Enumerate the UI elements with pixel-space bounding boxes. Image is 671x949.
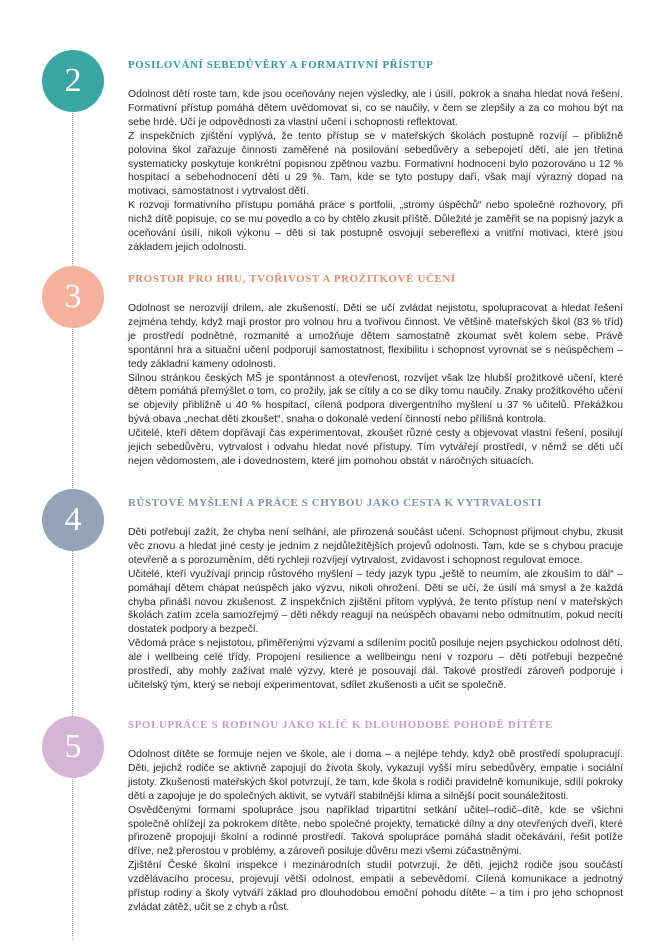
section-heading: SPOLUPRÁCE S RODINOU JAKO KLÍČ K DLOUHODOBÉ POHODĚ DÍTĚTE [128, 719, 554, 731]
section-self-confidence [128, 58, 623, 255]
section-number-badge: 2 [42, 50, 104, 112]
paragraph: Vědomá práce s nejistotou, přiměřenými výzvami a sdílením pocitů posiluje nejen psychickou odolnost dětí, ale i wellbeing celé třídy. Propojení resilience a wellbeingu není v rozporu – děti potřebují bezpečné prostředí, aby mohly zažívat malé výzvy, které je posouvají dál. Takové prostředí zároveň podporuje i učitelský tým, který se nebojí experimentovat, sdílet zkušenosti a učit se společně. [128, 638, 623, 691]
section-body [128, 748, 623, 915]
section-family-cooperation [128, 718, 623, 915]
section-body [128, 88, 623, 255]
paragraph: K rozvoji formativního přístupu pomáhá práce s portfolii, „stromy úspěchů“ nebo společné rozhovory, při nichž dítě popisuje, co se mu povedlo a co by chtělo zkusit příště. Důležité je zaměřit se na popisný jazyk a oceňování úsilí, nikoli výkonu – děti si tak postupně osvojují sebereflexi a vnitřní motivaci, které jsou základem jejich odolnosti. [128, 200, 623, 253]
paragraph: Odolnost dítěte se formuje nejen ve škole, ale i doma – a nejlépe tehdy, když obě prostředí spolupracují. Děti, jejichž rodiče se aktivně zapojují do života školy, vykazují vyšší míru sebedůvěry, empatie i sociální jistoty. Zkušenosti mateřských škol potvrzují, že tam, kde škola s rodiči pravidelně komunikuje, sdílí pokroky dětí a zapojuje je do společných aktivit, se vytváří stabilnější klima a silnější pocit sounáležitosti. [128, 749, 623, 802]
paragraph: Učitelé, kteří využívají princip růstového myšlení – tedy jazyk typu „ještě to neumím, ale zkouším to dál“ – pomáhají dětem chápat neúspěch jako výzvu, nikoli ohrožení. Děti se učí, že úsilí má smysl a že každá chyba přináší novou zkušenost. Z inspekčních zjištění přitom vyplývá, že tento přístup není v mateřských školách zatím zcela samozřejmý – děti někdy reagují na neúspěch obavami nebo odmítnutím, pokud necítí dostatek podpory a bezpečí. [128, 568, 623, 636]
paragraph: Učitelé, kteří dětem dopřávají čas experimentovat, zkoušet různé cesty a objevovat vlastní řešení, posilují jejich sebedůvěru, vytrvalost i odvahu hledat nové přístupy. Tím vytvářejí prostředí, v němž se děti učí nejen vědomostem, ale i dovednostem, které jim pomohou obstát v náročných situacích. [128, 428, 623, 467]
section-heading: POSILOVÁNÍ SEBEDŮVĚRY A FORMATIVNÍ PŘÍSTUP [128, 59, 434, 71]
section-number-badge: 4 [42, 489, 104, 551]
paragraph: Silnou stránkou českých MŠ je spontánnost a otevřenost, rozvíjet však lze hlubší prožitkové učení, které dětem pomáhá přemýšlet o tom, co prožily, jak se cítily a co se díky tomu naučily. Znaky prožitkového učení se objevily přibližně u 40 % hospitací, cílená podpora divergentního myšlení u 37 % učitelů. Překážkou bývá obava „nechat děti zkoušet“, snaha o dokonalé vedení činností nebo přílišná kontrola. [128, 372, 623, 426]
paragraph: Z inspekčních zjištění vyplývá, že tento přístup se v mateřských školách postupně rozvíjí – přibližně polovina škol zařazuje činnosti zaměřené na posilování sebedůvěry a sebepojetí dětí, ale jen třetina systematicky poskytuje konkrétní popisnou zpětnou vazbu. Formativní hodnocení bylo pozorováno u 12 % hospitací a sebehodnocení dětí u 29 %. Tam, kde se tyto postupy daří, však mají výrazný dopad na motivaci, samostatnost i vytrvalost dětí. [128, 130, 623, 198]
section-number-badge: 5 [42, 716, 104, 778]
paragraph: Odolnost dětí roste tam, kde jsou oceňovány nejen výsledky, ale i úsilí, pokrok a snaha hledat nová řešení. Formativní přístup pomáhá dětem uvědomovat si, co se naučily, v čem se zlepšily a za co mohou být na sebe hrdé. Učí je odpovědnosti za vlastní učení i schopnosti reflektovat. [128, 89, 623, 128]
section-body [128, 526, 623, 693]
section-play-creativity [128, 272, 623, 469]
section-number-badge: 3 [42, 266, 104, 328]
section-heading: PROSTOR PRO HRU, TVOŘIVOST A PROŽITKOVÉ UČENÍ [128, 273, 456, 285]
paragraph: Osvědčenými formami spolupráce jsou například tripartitní setkání učitel–rodič–dítě, kde se všichni společně ohlížejí za pokrokem dítěte, nebo společné projekty, tematické dílny a dny otevřených dveří, které přirozeně propojují školní a rodinné prostředí. Taková spolupráce pomáhá sladit očekávání, řešit potíže dříve, než přerostou v problémy, a zároveň posiluje důvěru mezi všemi zúčastněnými. [128, 804, 623, 858]
section-heading: RŮSTOVÉ MYŠLENÍ A PRÁCE S CHYBOU JAKO CESTA K VYTRVALOSTI [128, 497, 542, 509]
paragraph: Zjištění České školní inspekce i mezinárodních studií potvrzují, že děti, jejichž rodiče jsou součástí vzdělávacího procesu, projevují větší odolnost, empatii a sebevědomí. Cílená komunikace a jednotný přístup rodiny a školy vytváří základ pro dlouhodobou emoční pohodu dítěte – a tím i pro jeho schopnost zvládat zátěž, učit se z chyb a růst. [128, 860, 623, 913]
paragraph: Děti potřebují zažít, že chyba není selhání, ale přirozená součást učení. Schopnost přijmout chybu, zkusit věc znovu a hledat jiné cesty je jedním z nejdůležitějších projevů odolnosti. Tam, kde se s chybou pracuje otevřeně a s porozuměním, děti rychleji rozvíjejí vytrvalost, zvídavost i schopnost regulovat emoce. [128, 527, 623, 566]
section-body [128, 302, 623, 469]
section-growth-mindset [128, 496, 623, 693]
paragraph: Odolnost se nerozvíjí drilem, ale zkušeností. Děti se učí zvládat nejistotu, spolupracovat a hledat řešení zejména tehdy, když mají prostor pro volnou hru a tvořivou činnost. Ve většině mateřských škol (83 % tříd) je prostředí podnětné, rozmanité a umožňuje dětem samostatně zkoumat svět kolem sebe. Právě spontánní hra a situační učení podporují samostatnost, flexibilitu i schopnost vyrovnat se s neúspěchem – tedy základní kameny odolnosti. [128, 303, 623, 370]
